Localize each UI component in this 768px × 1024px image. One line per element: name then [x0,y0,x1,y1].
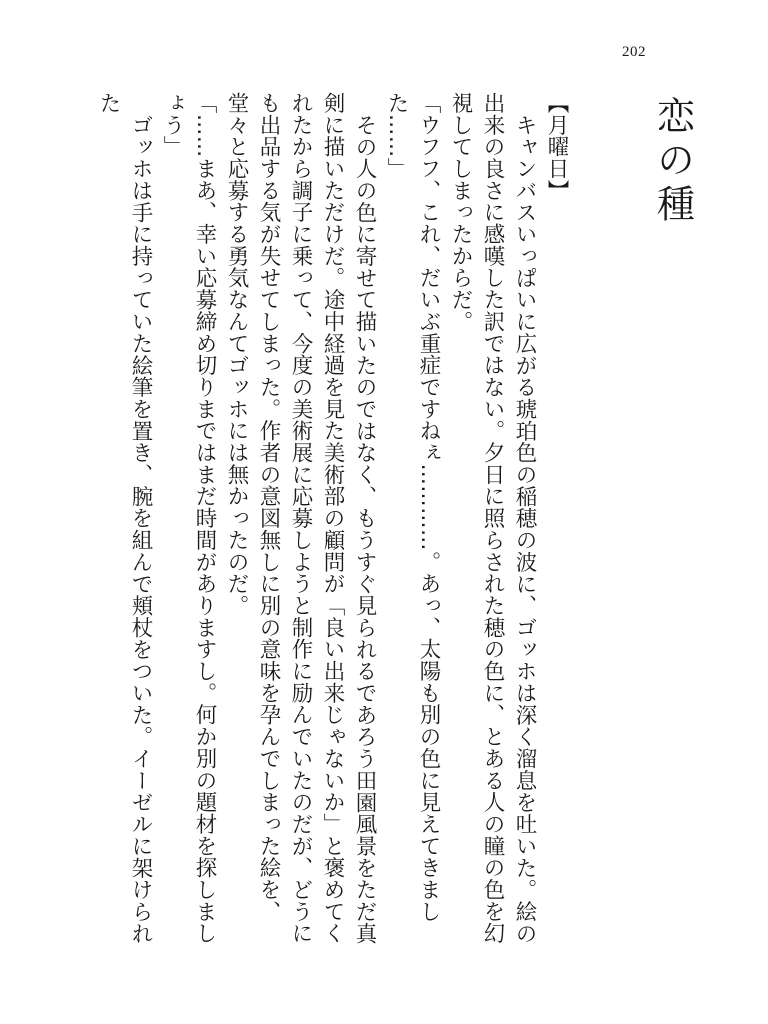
paragraph: その人の色に寄せて描いたのではなく、もうすぐ見られるであろう田園風景をただ真剣に描いただけだ。途中経過を見た美術部の顧問が「良い出来じゃないか」と褒めてくれたから調子に乗って、今度の美術展に応募しようと制作に励んでいたのだが、どうにも出品する気が失せてしまった。作者の意図無しに別の意味を孕んでしまった絵を、堂々と応募する勇気なんてゴッホには無かったのだ。 [224,92,377,945]
dialogue-line: 「……まあ、幸い応募締め切りまではまだ時間がありますし。何か別の題材を探しましょう」 [160,92,217,945]
dialogue-line: 「ウフフ、これ、だいぶ重症ですねぇ…………。あっ、太陽も別の色に見えてきました……」 [384,92,441,923]
body-text [92,92,572,962]
section-heading: 【月曜日】 [544,92,569,202]
paragraph: ゴッホは手に持っていた絵筆を置き、腕を組んで頬杖をついた。イーゼルに架けられた [96,92,153,944]
page-number: 202 [622,44,646,60]
paragraph: キャンバスいっぱいに広がる琥珀色の稲穂の波に、ゴッホは深く溜息を吐いた。絵の出来の良さに感嘆した訳ではない。夕日に照らされた穂の色に、とある人の瞳の色を幻視してしまったからだ。 [448,92,537,945]
chapter-title: 恋の種 [650,96,695,228]
